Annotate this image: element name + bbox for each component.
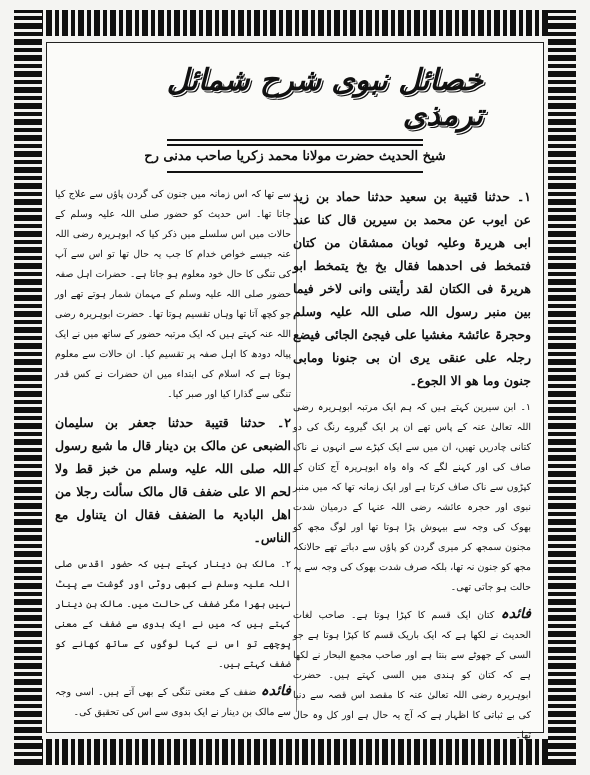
- subtitle-rule: [167, 171, 423, 173]
- hadith-1-arabic: ۱۔ حدثنا قتیبة بن سعید حدثنا حماد بن زید عن ایوب عن محمد بن سیرین قال کنا عند ابی ھریرۃ وعلیہ ثوبان ممشقان من کتان فتمخط فی احدھما فقال بخ بخ یتمخط ابو ھریرۃ فی الکتان لقد رأیتنی وانی لاخر فیما بین منبر رسول اللہ صلی اللہ علیہ وسلم وحجرۃ عائشۃ مغشیا علی فیجئ الجائی فیضع رجلہ علی عنقی یری ان بی جنونا ومابی جنون وما ھو الا الجوع۔: [293, 189, 531, 388]
- left-column: [55, 185, 291, 718]
- note-label: فائدہ: [500, 606, 531, 622]
- title-rule-bottom: [167, 144, 423, 146]
- note-paragraph: [293, 604, 531, 746]
- author-subtitle: شیخ الحدیث حضرت مولانا محمد زکریا صاحب مدنی رح: [144, 149, 446, 164]
- note-label-2: فائدہ: [260, 683, 291, 699]
- title-rule-top: [167, 139, 423, 141]
- hadith-2-translation: ۲۔ مالک بن دینار کہتے ہیں کہ حضور اقدس صلی اللہ علیہ وسلم نے کبھی روٹی اور گوشت سے پیٹ نہیں بھرا مگر ضفف کی حالت میں۔ مالک بن دینار کہتے ہیں کہ میں نے ایک بدوی سے ضفف کے معنی پوچھے تو اس نے کہا لوگوں کے ساتھ کھانے کو ضفف کہتے ہیں۔: [55, 559, 291, 670]
- note-text-2: ضفف کے معنی تنگی کے بھی آتے ہیں۔ اسی وجہ سے مالک بن دینار نے ایک بدوی سے اس کی تحقیق کی۔: [55, 687, 291, 718]
- decorative-border-top: [14, 10, 576, 36]
- intro-commentary: سے تھا کہ اس زمانہ میں جنون کی گردن پاؤں سے علاج کیا جاتا تھا۔ اس حدیث کو حضور صلی اللہ علیہ وسلم کے حالات میں اس سلسلے میں ذکر کیا کہ ابوہریرہ رضی اللہ عنہ جیسے خواص خدام کا جب یہ حال تھا تو اس سے آپ کی تنگی کا حال خود معلوم ہو جاتا ہے۔ حضرات اہل صفہ حضور صلی اللہ علیہ وسلم کے مہمان شمار ہوتے تھے اور جو کچھ آتا تھا وہاں تقسیم ہوتا تھا۔ حضرت ابوہریرہ رضی اللہ عنہ کہتے ہیں کہ ایک مرتبہ حضور کے ساتھ میں نے ایک پیالہ دودھ کا اہل صفہ پر تقسیم کیا۔ ان حالات سے معلوم ہوتا ہے کہ اسلام کی ابتداء میں ان حضرات نے کس قدر تنگی سے گذارا کیا اور صبر کیا۔: [55, 189, 291, 400]
- right-column: [293, 185, 531, 741]
- hadith-2-arabic: ۲۔ حدثنا قتیبة حدثنا جعفر بن سلیمان الضبعی عن مالک بن دینار قال ما شبع رسول اللہ صلی اللہ علیہ وسلم من خبز قط ولا لحم الا علی ضفف قال مالک سألت رجلا من اھل البادیۃ ما الضفف فقال ان یتناول مع الناس۔: [55, 415, 291, 545]
- note-paragraph-2: [55, 681, 291, 723]
- page-title: خصائل نبوی شرح شمائل ترمذی: [166, 63, 483, 133]
- title-area: [107, 63, 483, 133]
- page-content: [46, 42, 544, 741]
- decorative-border-right: [548, 10, 576, 765]
- note-text: کتان ایک قسم کا کپڑا ہوتا ہے۔ صاحب لغات الحدیث نے لکھا ہے کہ ایک باریک قسم کا کپڑا ہوتا ہے جو السی کے جھوٹے سے بنتا ہے اور صاحب مجمع البحار نے لکھا ہے کہ کتان کو ہندی میں السی کہتے ہیں۔ حضرت ابوہریرہ رضی اللہ تعالیٰ عنہ کا مقصد اس قصہ سے دنیا کی بے ثباتی کا اظہار ہے کہ آج یہ حال ہے اور کل وہ حال تھا۔: [293, 610, 531, 741]
- decorative-border-left: [14, 10, 42, 765]
- hadith-1-translation: ۱۔ ابن سیرین کہتے ہیں کہ ہم ایک مرتبہ ابوہریرہ رضی اللہ تعالیٰ عنہ کے پاس تھے ان پر ایک گیروے رنگ کی دو کتانی چادریں تھیں، ان میں سے ایک کپڑے سے انہوں نے ناک صاف کی اور کہنے لگے کہ واہ واہ ابوہریرہ آج کتان کے کپڑوں سے ناک صاف کرتا ہے اور ایک زمانہ تھا کہ میں منبر نبوی اور حجرہ عائشہ رضی اللہ عنہا کے درمیان شدت بھوک کی وجہ سے بیہوش پڑا ہوتا تھا اور لوگ مجھ کو مجنون سمجھ کر میری گردن کو پاؤں سے دباتے تھے حالانکہ مجھ کو جنون نہ تھا، بلکہ صرف شدت بھوک کی وجہ سے یہ حالت ہو جاتی تھی۔: [293, 402, 531, 593]
